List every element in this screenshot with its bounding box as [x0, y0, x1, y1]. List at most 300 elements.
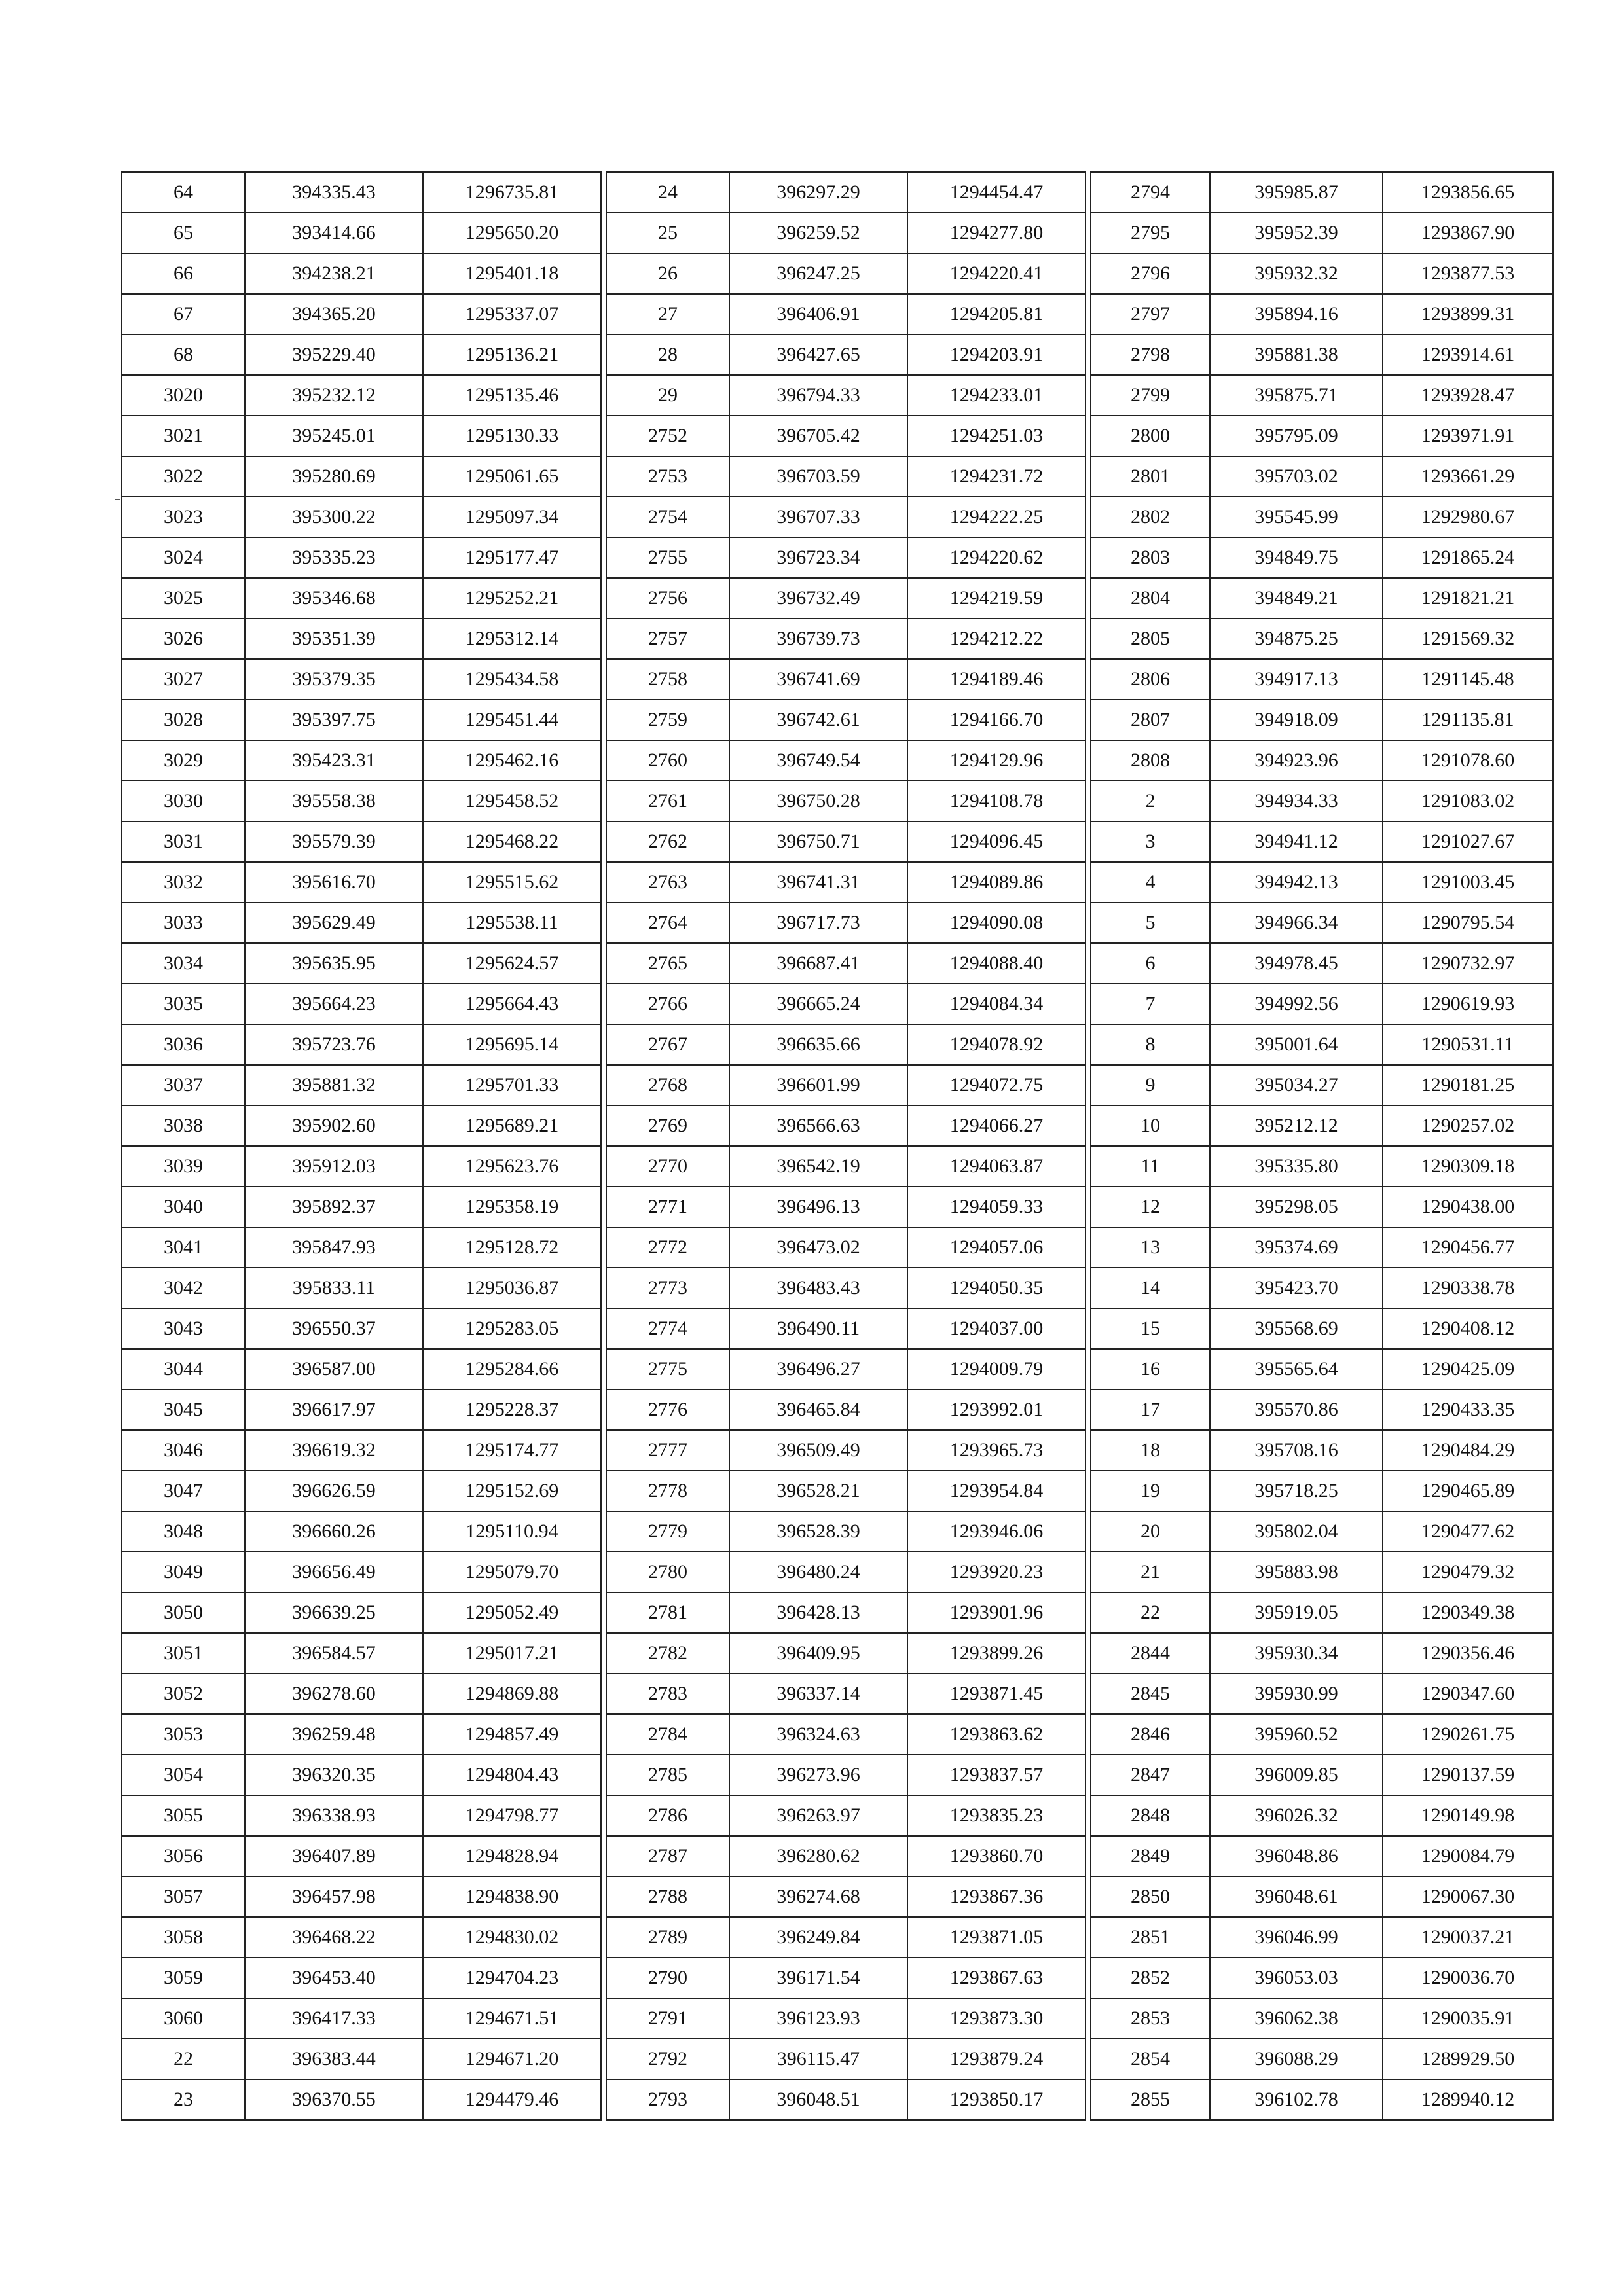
x-coordinate-cell: 396370.55: [245, 2079, 423, 2120]
table-row: [122, 740, 601, 781]
point-number-cell: 64: [122, 172, 245, 213]
point-number-cell: 10: [1091, 1105, 1210, 1146]
y-coordinate-cell: 1295515.62: [423, 862, 601, 903]
table-row: [1091, 375, 1553, 416]
y-coordinate-cell: 1295312.14: [423, 619, 601, 659]
y-coordinate-cell: 1295017.21: [423, 1633, 601, 1674]
table-row: [122, 943, 601, 984]
table-row: [1091, 416, 1553, 456]
x-coordinate-cell: 395802.04: [1210, 1511, 1383, 1552]
point-number-cell: 3037: [122, 1065, 245, 1105]
point-number-cell: 3023: [122, 497, 245, 537]
y-coordinate-cell: 1295358.19: [423, 1187, 601, 1227]
point-number-cell: 2775: [606, 1349, 729, 1390]
table-row: [1091, 659, 1553, 700]
x-coordinate-cell: 396259.48: [245, 1714, 423, 1755]
y-coordinate-cell: 1290484.29: [1383, 1430, 1553, 1471]
point-number-cell: 2803: [1091, 537, 1210, 578]
table-row: [606, 1755, 1085, 1795]
point-number-cell: 3029: [122, 740, 245, 781]
x-coordinate-cell: 395423.70: [1210, 1268, 1383, 1308]
table-row: [1091, 1065, 1553, 1105]
point-number-cell: 2757: [606, 619, 729, 659]
y-coordinate-cell: 1290261.75: [1383, 1714, 1553, 1755]
x-coordinate-cell: 396324.63: [729, 1714, 907, 1755]
table-row: [606, 1390, 1085, 1430]
y-coordinate-cell: 1290338.78: [1383, 1268, 1553, 1308]
y-coordinate-cell: 1293877.53: [1383, 253, 1553, 294]
x-coordinate-cell: 396742.61: [729, 700, 907, 740]
point-number-cell: 3041: [122, 1227, 245, 1268]
y-coordinate-cell: 1293867.90: [1383, 213, 1553, 253]
x-coordinate-cell: 394992.56: [1210, 984, 1383, 1024]
y-coordinate-cell: 1290408.12: [1383, 1308, 1553, 1349]
table-row: [606, 1552, 1085, 1592]
x-coordinate-cell: 395001.64: [1210, 1024, 1383, 1065]
table-row: [1091, 1471, 1553, 1511]
x-coordinate-cell: 394923.96: [1210, 740, 1383, 781]
x-coordinate-cell: 394942.13: [1210, 862, 1383, 903]
table-row: [122, 659, 601, 700]
point-number-cell: 2762: [606, 821, 729, 862]
point-number-cell: 3021: [122, 416, 245, 456]
point-number-cell: 68: [122, 334, 245, 375]
point-number-cell: 2848: [1091, 1795, 1210, 1836]
y-coordinate-cell: 1290347.60: [1383, 1674, 1553, 1714]
point-number-cell: 3058: [122, 1917, 245, 1958]
point-number-cell: 2804: [1091, 578, 1210, 619]
point-number-cell: 2851: [1091, 1917, 1210, 1958]
x-coordinate-cell: 395718.25: [1210, 1471, 1383, 1511]
table-row: [1091, 294, 1553, 334]
x-coordinate-cell: 394365.20: [245, 294, 423, 334]
point-number-cell: 3057: [122, 1876, 245, 1917]
table-row: [606, 2079, 1085, 2120]
point-number-cell: 2849: [1091, 1836, 1210, 1876]
table-row: [122, 781, 601, 821]
point-number-cell: 3027: [122, 659, 245, 700]
table-row: [606, 1958, 1085, 1998]
y-coordinate-cell: 1294231.72: [907, 456, 1085, 497]
table-row: [606, 659, 1085, 700]
y-coordinate-cell: 1295283.05: [423, 1308, 601, 1349]
table-row: [606, 1795, 1085, 1836]
table-row: [1091, 903, 1553, 943]
y-coordinate-cell: 1295462.16: [423, 740, 601, 781]
x-coordinate-cell: 396473.02: [729, 1227, 907, 1268]
point-number-cell: 3052: [122, 1674, 245, 1714]
y-coordinate-cell: 1294129.96: [907, 740, 1085, 781]
y-coordinate-cell: 1295434.58: [423, 659, 601, 700]
x-coordinate-cell: 396048.51: [729, 2079, 907, 2120]
y-coordinate-cell: 1294084.34: [907, 984, 1085, 1024]
x-coordinate-cell: 396406.91: [729, 294, 907, 334]
x-coordinate-cell: 394941.12: [1210, 821, 1383, 862]
table-row: [1091, 1795, 1553, 1836]
x-coordinate-cell: 396619.32: [245, 1430, 423, 1471]
table-row: [1091, 821, 1553, 862]
y-coordinate-cell: 1295097.34: [423, 497, 601, 537]
table-row: [606, 375, 1085, 416]
point-number-cell: 3054: [122, 1755, 245, 1795]
point-number-cell: 2784: [606, 1714, 729, 1755]
y-coordinate-cell: 1295401.18: [423, 253, 601, 294]
point-number-cell: 12: [1091, 1187, 1210, 1227]
y-coordinate-cell: 1290036.70: [1383, 1958, 1553, 1998]
x-coordinate-cell: 396635.66: [729, 1024, 907, 1065]
point-number-cell: 66: [122, 253, 245, 294]
x-coordinate-cell: 396542.19: [729, 1146, 907, 1187]
y-coordinate-cell: 1295052.49: [423, 1592, 601, 1633]
y-coordinate-cell: 1294212.22: [907, 619, 1085, 659]
table-row: [606, 537, 1085, 578]
point-number-cell: 2796: [1091, 253, 1210, 294]
table-row: [122, 213, 601, 253]
y-coordinate-cell: 1290619.93: [1383, 984, 1553, 1024]
point-number-cell: 2805: [1091, 619, 1210, 659]
table-row: [606, 821, 1085, 862]
scan-artifact: [115, 499, 120, 500]
point-number-cell: 3049: [122, 1552, 245, 1592]
table-row: [606, 1430, 1085, 1471]
x-coordinate-cell: 396337.14: [729, 1674, 907, 1714]
table-row: [122, 375, 601, 416]
y-coordinate-cell: 1295228.37: [423, 1390, 601, 1430]
table-row: [122, 1146, 601, 1187]
y-coordinate-cell: 1295701.33: [423, 1065, 601, 1105]
y-coordinate-cell: 1294050.35: [907, 1268, 1085, 1308]
table-row: [1091, 1633, 1553, 1674]
point-number-cell: 2778: [606, 1471, 729, 1511]
table-row: [606, 253, 1085, 294]
point-number-cell: 2793: [606, 2079, 729, 2120]
y-coordinate-cell: 1293899.31: [1383, 294, 1553, 334]
point-number-cell: 2759: [606, 700, 729, 740]
table-row: [606, 1592, 1085, 1633]
table-row: [606, 1714, 1085, 1755]
point-number-cell: 3030: [122, 781, 245, 821]
x-coordinate-cell: 395881.32: [245, 1065, 423, 1105]
table-row: [122, 1349, 601, 1390]
y-coordinate-cell: 1292980.67: [1383, 497, 1553, 537]
point-number-cell: 2853: [1091, 1998, 1210, 2039]
x-coordinate-cell: 396427.65: [729, 334, 907, 375]
y-coordinate-cell: 1295451.44: [423, 700, 601, 740]
y-coordinate-cell: 1293901.96: [907, 1592, 1085, 1633]
table-row: [606, 1065, 1085, 1105]
point-number-cell: 2: [1091, 781, 1210, 821]
table-row: [606, 213, 1085, 253]
table-row: [606, 1674, 1085, 1714]
table-row: [1091, 1552, 1553, 1592]
table-row: [606, 578, 1085, 619]
y-coordinate-cell: 1290149.98: [1383, 1795, 1553, 1836]
x-coordinate-cell: 396490.11: [729, 1308, 907, 1349]
point-number-cell: 3025: [122, 578, 245, 619]
y-coordinate-cell: 1295458.52: [423, 781, 601, 821]
point-number-cell: 29: [606, 375, 729, 416]
table-row: [1091, 1146, 1553, 1187]
y-coordinate-cell: 1294838.90: [423, 1876, 601, 1917]
x-coordinate-cell: 396409.95: [729, 1633, 907, 1674]
y-coordinate-cell: 1295624.57: [423, 943, 601, 984]
y-coordinate-cell: 1294222.25: [907, 497, 1085, 537]
y-coordinate-cell: 1290438.00: [1383, 1187, 1553, 1227]
table-row: [1091, 1714, 1553, 1755]
x-coordinate-cell: 396053.03: [1210, 1958, 1383, 1998]
x-coordinate-cell: 393414.66: [245, 213, 423, 253]
y-coordinate-cell: 1294037.00: [907, 1308, 1085, 1349]
point-number-cell: 3051: [122, 1633, 245, 1674]
x-coordinate-cell: 394335.43: [245, 172, 423, 213]
y-coordinate-cell: 1293661.29: [1383, 456, 1553, 497]
table-row: [1091, 1592, 1553, 1633]
x-coordinate-cell: 394966.34: [1210, 903, 1383, 943]
y-coordinate-cell: 1290137.59: [1383, 1755, 1553, 1795]
coordinate-panel-3: [1090, 171, 1554, 2121]
y-coordinate-cell: 1295152.69: [423, 1471, 601, 1511]
table-row: [122, 1958, 601, 1998]
point-number-cell: 7: [1091, 984, 1210, 1024]
x-coordinate-cell: 396550.37: [245, 1308, 423, 1349]
table-row: [122, 456, 601, 497]
y-coordinate-cell: 1294059.33: [907, 1187, 1085, 1227]
point-number-cell: 11: [1091, 1146, 1210, 1187]
x-coordinate-cell: 396739.73: [729, 619, 907, 659]
point-number-cell: 3044: [122, 1349, 245, 1390]
x-coordinate-cell: 395708.16: [1210, 1430, 1383, 1471]
y-coordinate-cell: 1294072.75: [907, 1065, 1085, 1105]
x-coordinate-cell: 396273.96: [729, 1755, 907, 1795]
point-number-cell: 2770: [606, 1146, 729, 1187]
y-coordinate-cell: 1295623.76: [423, 1146, 601, 1187]
x-coordinate-cell: 396278.60: [245, 1674, 423, 1714]
table-row: [1091, 943, 1553, 984]
x-coordinate-cell: 395379.35: [245, 659, 423, 700]
table-row: [122, 334, 601, 375]
point-number-cell: 3043: [122, 1308, 245, 1349]
y-coordinate-cell: 1291027.67: [1383, 821, 1553, 862]
x-coordinate-cell: 395932.32: [1210, 253, 1383, 294]
point-number-cell: 2791: [606, 1998, 729, 2039]
table-row: [122, 1227, 601, 1268]
x-coordinate-cell: 396528.39: [729, 1511, 907, 1552]
x-coordinate-cell: 396584.57: [245, 1633, 423, 1674]
table-row: [1091, 1917, 1553, 1958]
point-number-cell: 23: [122, 2079, 245, 2120]
x-coordinate-cell: 396171.54: [729, 1958, 907, 1998]
point-number-cell: 4: [1091, 862, 1210, 903]
x-coordinate-cell: 396274.68: [729, 1876, 907, 1917]
point-number-cell: 14: [1091, 1268, 1210, 1308]
point-number-cell: 2758: [606, 659, 729, 700]
table-row: [606, 416, 1085, 456]
y-coordinate-cell: 1293928.47: [1383, 375, 1553, 416]
x-coordinate-cell: 396249.84: [729, 1917, 907, 1958]
x-coordinate-cell: 396280.62: [729, 1836, 907, 1876]
y-coordinate-cell: 1290067.30: [1383, 1876, 1553, 1917]
x-coordinate-cell: 395570.86: [1210, 1390, 1383, 1430]
table-row: [606, 740, 1085, 781]
point-number-cell: 2764: [606, 903, 729, 943]
y-coordinate-cell: 1294205.81: [907, 294, 1085, 334]
y-coordinate-cell: 1294671.20: [423, 2039, 601, 2079]
x-coordinate-cell: 396483.43: [729, 1268, 907, 1308]
y-coordinate-cell: 1295174.77: [423, 1430, 601, 1471]
point-number-cell: 2792: [606, 2039, 729, 2079]
point-number-cell: 2795: [1091, 213, 1210, 253]
y-coordinate-cell: 1291821.21: [1383, 578, 1553, 619]
x-coordinate-cell: 395351.39: [245, 619, 423, 659]
point-number-cell: 3048: [122, 1511, 245, 1552]
point-number-cell: 2773: [606, 1268, 729, 1308]
y-coordinate-cell: 1290732.97: [1383, 943, 1553, 984]
x-coordinate-cell: 394918.09: [1210, 700, 1383, 740]
point-number-cell: 2755: [606, 537, 729, 578]
x-coordinate-cell: 396750.28: [729, 781, 907, 821]
point-number-cell: 2766: [606, 984, 729, 1024]
y-coordinate-cell: 1293867.36: [907, 1876, 1085, 1917]
point-number-cell: 3034: [122, 943, 245, 984]
table-row: [122, 537, 601, 578]
point-number-cell: 2779: [606, 1511, 729, 1552]
point-number-cell: 2799: [1091, 375, 1210, 416]
table-row: [122, 1876, 601, 1917]
y-coordinate-cell: 1295130.33: [423, 416, 601, 456]
table-row: [606, 172, 1085, 213]
point-number-cell: 65: [122, 213, 245, 253]
table-row: [122, 1633, 601, 1674]
table-row: [122, 862, 601, 903]
x-coordinate-cell: 396705.42: [729, 416, 907, 456]
table-row: [1091, 619, 1553, 659]
point-number-cell: 20: [1091, 1511, 1210, 1552]
y-coordinate-cell: 1291145.48: [1383, 659, 1553, 700]
x-coordinate-cell: 395960.52: [1210, 1714, 1383, 1755]
x-coordinate-cell: 395881.38: [1210, 334, 1383, 375]
table-row: [122, 1917, 601, 1958]
y-coordinate-cell: 1290477.62: [1383, 1511, 1553, 1552]
point-number-cell: 21: [1091, 1552, 1210, 1592]
point-number-cell: 2789: [606, 1917, 729, 1958]
x-coordinate-cell: 395919.05: [1210, 1592, 1383, 1633]
y-coordinate-cell: 1293946.06: [907, 1511, 1085, 1552]
x-coordinate-cell: 394849.21: [1210, 578, 1383, 619]
y-coordinate-cell: 1295061.65: [423, 456, 601, 497]
y-coordinate-cell: 1294108.78: [907, 781, 1085, 821]
x-coordinate-cell: 396749.54: [729, 740, 907, 781]
point-number-cell: 6: [1091, 943, 1210, 984]
point-number-cell: 2800: [1091, 416, 1210, 456]
x-coordinate-cell: 396723.34: [729, 537, 907, 578]
point-number-cell: 2777: [606, 1430, 729, 1471]
point-number-cell: 3036: [122, 1024, 245, 1065]
y-coordinate-cell: 1293971.91: [1383, 416, 1553, 456]
table-row: [606, 1998, 1085, 2039]
point-number-cell: 3032: [122, 862, 245, 903]
x-coordinate-cell: 395545.99: [1210, 497, 1383, 537]
table-row: [122, 1390, 601, 1430]
table-row: [122, 1998, 601, 2039]
table-row: [122, 253, 601, 294]
x-coordinate-cell: 396123.93: [729, 1998, 907, 2039]
table-row: [606, 781, 1085, 821]
point-number-cell: 3055: [122, 1795, 245, 1836]
y-coordinate-cell: 1291135.81: [1383, 700, 1553, 740]
x-coordinate-cell: 395232.12: [245, 375, 423, 416]
y-coordinate-cell: 1294219.59: [907, 578, 1085, 619]
x-coordinate-cell: 394875.25: [1210, 619, 1383, 659]
table-row: [606, 619, 1085, 659]
point-number-cell: 2787: [606, 1836, 729, 1876]
y-coordinate-cell: 1294078.92: [907, 1024, 1085, 1065]
x-coordinate-cell: 396468.22: [245, 1917, 423, 1958]
point-number-cell: 3033: [122, 903, 245, 943]
table-row: [122, 578, 601, 619]
table-row: [122, 821, 601, 862]
y-coordinate-cell: 1294479.46: [423, 2079, 601, 2120]
table-row: [606, 294, 1085, 334]
table-row: [606, 1876, 1085, 1917]
y-coordinate-cell: 1290084.79: [1383, 1836, 1553, 1876]
table-row: [122, 1471, 601, 1511]
x-coordinate-cell: 395723.76: [245, 1024, 423, 1065]
point-number-cell: 18: [1091, 1430, 1210, 1471]
x-coordinate-cell: 395952.39: [1210, 213, 1383, 253]
y-coordinate-cell: 1294671.51: [423, 1998, 601, 2039]
y-coordinate-cell: 1294189.46: [907, 659, 1085, 700]
y-coordinate-cell: 1289929.50: [1383, 2039, 1553, 2079]
table-row: [122, 700, 601, 740]
coordinate-table: [121, 171, 1548, 2117]
point-number-cell: 3039: [122, 1146, 245, 1187]
x-coordinate-cell: 396660.26: [245, 1511, 423, 1552]
point-number-cell: 2782: [606, 1633, 729, 1674]
x-coordinate-cell: 396247.25: [729, 253, 907, 294]
x-coordinate-cell: 395703.02: [1210, 456, 1383, 497]
point-number-cell: 19: [1091, 1471, 1210, 1511]
point-number-cell: 2798: [1091, 334, 1210, 375]
x-coordinate-cell: 395558.38: [245, 781, 423, 821]
x-coordinate-cell: 395229.40: [245, 334, 423, 375]
y-coordinate-cell: 1294233.01: [907, 375, 1085, 416]
x-coordinate-cell: 396009.85: [1210, 1755, 1383, 1795]
point-number-cell: 3026: [122, 619, 245, 659]
y-coordinate-cell: 1293835.23: [907, 1795, 1085, 1836]
table-row: [122, 1836, 601, 1876]
y-coordinate-cell: 1293863.62: [907, 1714, 1085, 1755]
table-row: [1091, 1390, 1553, 1430]
y-coordinate-cell: 1293860.70: [907, 1836, 1085, 1876]
point-number-cell: 25: [606, 213, 729, 253]
coordinate-panel-1: [121, 171, 602, 2121]
point-number-cell: 2763: [606, 862, 729, 903]
table-row: [606, 1146, 1085, 1187]
x-coordinate-cell: 396263.97: [729, 1795, 907, 1836]
point-number-cell: 24: [606, 172, 729, 213]
y-coordinate-cell: 1295664.43: [423, 984, 601, 1024]
y-coordinate-cell: 1295252.21: [423, 578, 601, 619]
point-number-cell: 3053: [122, 1714, 245, 1755]
table-row: [606, 1471, 1085, 1511]
x-coordinate-cell: 394849.75: [1210, 537, 1383, 578]
y-coordinate-cell: 1294009.79: [907, 1349, 1085, 1390]
x-coordinate-cell: 396338.93: [245, 1795, 423, 1836]
x-coordinate-cell: 395300.22: [245, 497, 423, 537]
table-row: [606, 1349, 1085, 1390]
y-coordinate-cell: 1295136.21: [423, 334, 601, 375]
table-row: [122, 497, 601, 537]
